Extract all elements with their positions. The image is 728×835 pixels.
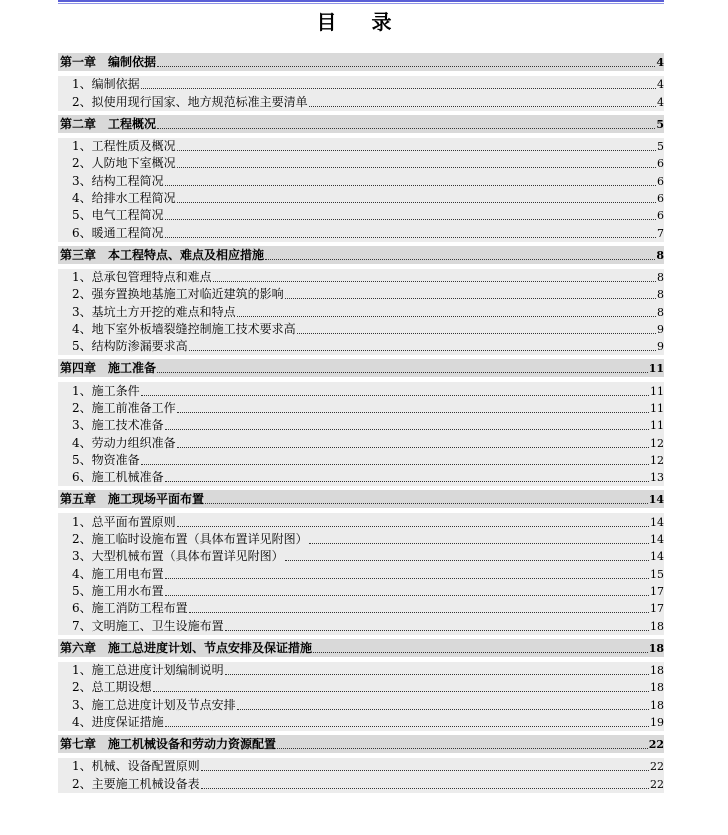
toc-chapter-page-number: 14 xyxy=(648,493,664,507)
dot-leader xyxy=(277,747,648,749)
toc-entry-label: 6、施工消防工程布置 xyxy=(72,601,188,616)
toc-entry-page-number: 11 xyxy=(650,384,664,398)
toc-chapter-label: 第一章 编制依据 xyxy=(60,55,157,69)
toc-entry[interactable] xyxy=(58,775,664,792)
toc-entry-label: 2、施工临时设施布置（具体布置详见附图） xyxy=(72,531,308,546)
dot-leader xyxy=(205,502,648,504)
toc-entry-page-number: 6 xyxy=(657,157,664,171)
toc-entry[interactable] xyxy=(58,207,664,224)
toc-entry-page-number: 4 xyxy=(657,95,664,109)
dot-leader xyxy=(237,315,656,317)
toc-entry-page-number: 7 xyxy=(657,226,664,240)
dot-leader xyxy=(189,349,656,351)
toc-chapter-label: 第四章 施工准备 xyxy=(60,361,157,376)
dot-leader xyxy=(177,149,656,151)
toc-entry[interactable] xyxy=(58,434,664,451)
toc-entry-label: 5、物资准备 xyxy=(72,452,140,467)
toc-chapter[interactable] xyxy=(58,490,664,508)
toc-entry-page-number: 13 xyxy=(650,471,664,485)
toc-entry[interactable] xyxy=(58,400,664,417)
toc-entry-label: 6、暖通工程简况 xyxy=(72,225,164,240)
toc-entry-page-number: 8 xyxy=(657,270,664,284)
dot-leader xyxy=(177,525,649,527)
toc-entry[interactable] xyxy=(58,417,664,434)
dot-leader xyxy=(177,446,649,448)
toc-entry-page-number: 18 xyxy=(650,619,664,633)
toc-chapter-label: 第六章 施工总进度计划、节点安排及保证措施 xyxy=(60,640,313,655)
toc-chapter-page-number: 11 xyxy=(648,362,664,376)
dot-leader xyxy=(177,166,656,168)
toc-entry-page-number: 9 xyxy=(657,340,664,354)
toc-entry[interactable] xyxy=(58,321,664,338)
toc-entry[interactable] xyxy=(58,679,664,696)
toc-title: 目 录 xyxy=(316,10,406,34)
dot-leader xyxy=(157,127,655,129)
toc-entry-page-number: 8 xyxy=(657,305,664,319)
toc-entry[interactable] xyxy=(58,583,664,600)
dot-leader xyxy=(165,236,656,238)
toc-entry[interactable] xyxy=(58,93,664,110)
toc-entry-label: 1、施工条件 xyxy=(72,383,140,398)
toc-entry-label: 6、施工机械准备 xyxy=(72,470,164,485)
toc-entry-label: 3、施工技术准备 xyxy=(72,418,164,433)
dot-leader xyxy=(177,201,656,203)
toc-entry[interactable] xyxy=(58,338,664,355)
toc-entry[interactable] xyxy=(58,565,664,582)
toc-entry-page-number: 6 xyxy=(657,174,664,188)
toc-entry-label: 4、进度保证措施 xyxy=(72,714,164,729)
dot-leader xyxy=(309,105,656,107)
dot-leader xyxy=(165,577,649,579)
toc-entry-page-number: 8 xyxy=(657,288,664,302)
toc-entry[interactable] xyxy=(58,758,664,775)
toc-entry[interactable] xyxy=(58,548,664,565)
toc-entry-label: 2、总工期设想 xyxy=(72,680,152,695)
toc-chapter-page-number: 5 xyxy=(656,117,664,131)
toc-entry-page-number: 18 xyxy=(650,681,664,695)
dot-leader xyxy=(313,651,648,653)
toc-entry-page-number: 14 xyxy=(650,515,664,529)
toc-entry-page-number: 18 xyxy=(650,698,664,712)
toc-chapter-page-number: 4 xyxy=(656,56,664,69)
toc-entry[interactable] xyxy=(58,696,664,713)
toc-entry-page-number: 9 xyxy=(657,322,664,336)
toc-entry[interactable] xyxy=(58,76,664,93)
dot-leader xyxy=(177,411,649,413)
toc-entry-label: 2、施工前准备工作 xyxy=(72,400,176,415)
dot-leader xyxy=(189,611,649,613)
toc-entry-page-number: 6 xyxy=(657,209,664,223)
dot-leader xyxy=(157,65,655,67)
dot-leader xyxy=(157,371,648,373)
toc-entry-label: 2、人防地下室概况 xyxy=(72,156,176,171)
dot-leader xyxy=(225,629,649,631)
dot-leader xyxy=(153,690,649,692)
toc-entry[interactable] xyxy=(58,303,664,320)
toc-entry-page-number: 14 xyxy=(650,550,664,564)
toc-entry[interactable] xyxy=(58,138,664,155)
toc-chapter[interactable] xyxy=(58,246,664,264)
dot-leader xyxy=(165,725,649,727)
dot-leader xyxy=(285,559,649,561)
toc-chapter[interactable] xyxy=(58,735,664,753)
toc-entry-label: 2、拟使用现行国家、地方规范标准主要清单 xyxy=(72,94,308,109)
dot-leader xyxy=(309,542,649,544)
toc-chapter-label: 第二章 工程概况 xyxy=(60,116,157,131)
dot-leader xyxy=(297,332,656,334)
toc-entry-page-number: 22 xyxy=(650,777,664,791)
toc-entry[interactable] xyxy=(58,382,664,399)
toc-entry[interactable] xyxy=(58,469,664,486)
toc-entry-label: 3、施工总进度计划及节点安排 xyxy=(72,697,236,712)
toc-entry[interactable] xyxy=(58,172,664,189)
table-of-contents xyxy=(58,53,664,793)
toc-chapter-label: 第五章 施工现场平面布置 xyxy=(60,492,205,507)
toc-entry-page-number: 12 xyxy=(650,453,664,467)
toc-chapter-label: 第七章 施工机械设备和劳动力资源配置 xyxy=(60,736,277,751)
toc-entry[interactable] xyxy=(58,662,664,679)
toc-entry[interactable] xyxy=(58,600,664,617)
dot-leader xyxy=(201,787,649,789)
toc-entry-page-number: 17 xyxy=(650,584,664,598)
toc-entry-page-number: 18 xyxy=(650,663,664,677)
top-rule-thin xyxy=(58,3,664,4)
toc-entry[interactable] xyxy=(58,513,664,530)
toc-entry-page-number: 5 xyxy=(657,139,664,153)
dot-leader xyxy=(165,480,649,482)
toc-entry-label: 1、总承包管理特点和难点 xyxy=(72,269,212,284)
toc-entry-label: 1、工程性质及概况 xyxy=(72,138,176,153)
toc-entry-page-number: 6 xyxy=(657,191,664,205)
top-rule xyxy=(58,0,664,2)
toc-entry-label: 7、文明施工、卫生设施布置 xyxy=(72,618,224,633)
toc-entry-page-number: 15 xyxy=(650,567,664,581)
toc-entry-page-number: 11 xyxy=(650,401,664,415)
dot-leader xyxy=(285,297,656,299)
toc-chapter-page-number: 22 xyxy=(648,737,664,751)
dot-leader xyxy=(165,184,656,186)
toc-entry-label: 3、基坑土方开挖的难点和特点 xyxy=(72,304,236,319)
dot-leader xyxy=(141,463,649,465)
dot-leader xyxy=(141,87,656,89)
dot-leader xyxy=(225,673,649,675)
dot-leader xyxy=(201,769,649,771)
toc-entry[interactable] xyxy=(58,714,664,731)
toc-entry-page-number: 22 xyxy=(650,760,664,774)
toc-chapter[interactable] xyxy=(58,115,664,133)
toc-entry-page-number: 14 xyxy=(650,532,664,546)
toc-chapter[interactable] xyxy=(58,639,664,657)
toc-entry[interactable] xyxy=(58,286,664,303)
toc-entry-page-number: 12 xyxy=(650,436,664,450)
dot-leader xyxy=(213,280,656,282)
dot-leader xyxy=(141,394,649,396)
toc-entry-label: 5、电气工程简况 xyxy=(72,208,164,223)
dot-leader xyxy=(165,594,649,596)
dot-leader xyxy=(265,258,655,260)
toc-entry-page-number: 17 xyxy=(650,602,664,616)
toc-entry[interactable] xyxy=(58,617,664,634)
toc-entry-label: 3、大型机械布置（具体布置详见附图） xyxy=(72,549,284,564)
dot-leader xyxy=(237,708,649,710)
toc-entry[interactable] xyxy=(58,224,664,241)
toc-entry-label: 1、总平面布置原则 xyxy=(72,514,176,529)
dot-leader xyxy=(165,428,649,430)
toc-entry-label: 1、编制依据 xyxy=(72,77,140,92)
toc-chapter-label: 第三章 本工程特点、难点及相应措施 xyxy=(60,247,265,262)
toc-entry-label: 4、施工用电布置 xyxy=(72,566,164,581)
toc-chapter-page-number: 8 xyxy=(656,248,664,262)
toc-entry-label: 3、结构工程简况 xyxy=(72,173,164,188)
toc-entry[interactable] xyxy=(58,531,664,548)
toc-chapter[interactable] xyxy=(58,359,664,377)
toc-entry-label: 1、机械、设备配置原则 xyxy=(72,759,200,774)
toc-entry-label: 5、结构防渗漏要求高 xyxy=(72,339,188,354)
toc-entry-label: 1、施工总进度计划编制说明 xyxy=(72,662,224,677)
toc-entry-label: 2、强夯置换地基施工对临近建筑的影响 xyxy=(72,287,284,302)
toc-entry-label: 5、施工用水布置 xyxy=(72,583,164,598)
toc-entry-page-number: 4 xyxy=(657,78,664,92)
dot-leader xyxy=(165,218,656,220)
toc-entry-label: 4、劳动力组织准备 xyxy=(72,435,176,450)
toc-entry-label: 4、地下室外板墙裂缝控制施工技术要求高 xyxy=(72,321,296,336)
toc-chapter[interactable] xyxy=(58,53,664,71)
toc-entry-page-number: 19 xyxy=(650,715,664,729)
toc-chapter-page-number: 18 xyxy=(648,641,664,655)
toc-entry-label: 4、给排水工程简况 xyxy=(72,190,176,205)
toc-entry-page-number: 11 xyxy=(650,419,664,433)
toc-entry[interactable] xyxy=(58,155,664,172)
toc-entry[interactable] xyxy=(58,269,664,286)
toc-entry[interactable] xyxy=(58,452,664,469)
toc-entry-label: 2、主要施工机械设备表 xyxy=(72,776,200,791)
toc-entry[interactable] xyxy=(58,190,664,207)
